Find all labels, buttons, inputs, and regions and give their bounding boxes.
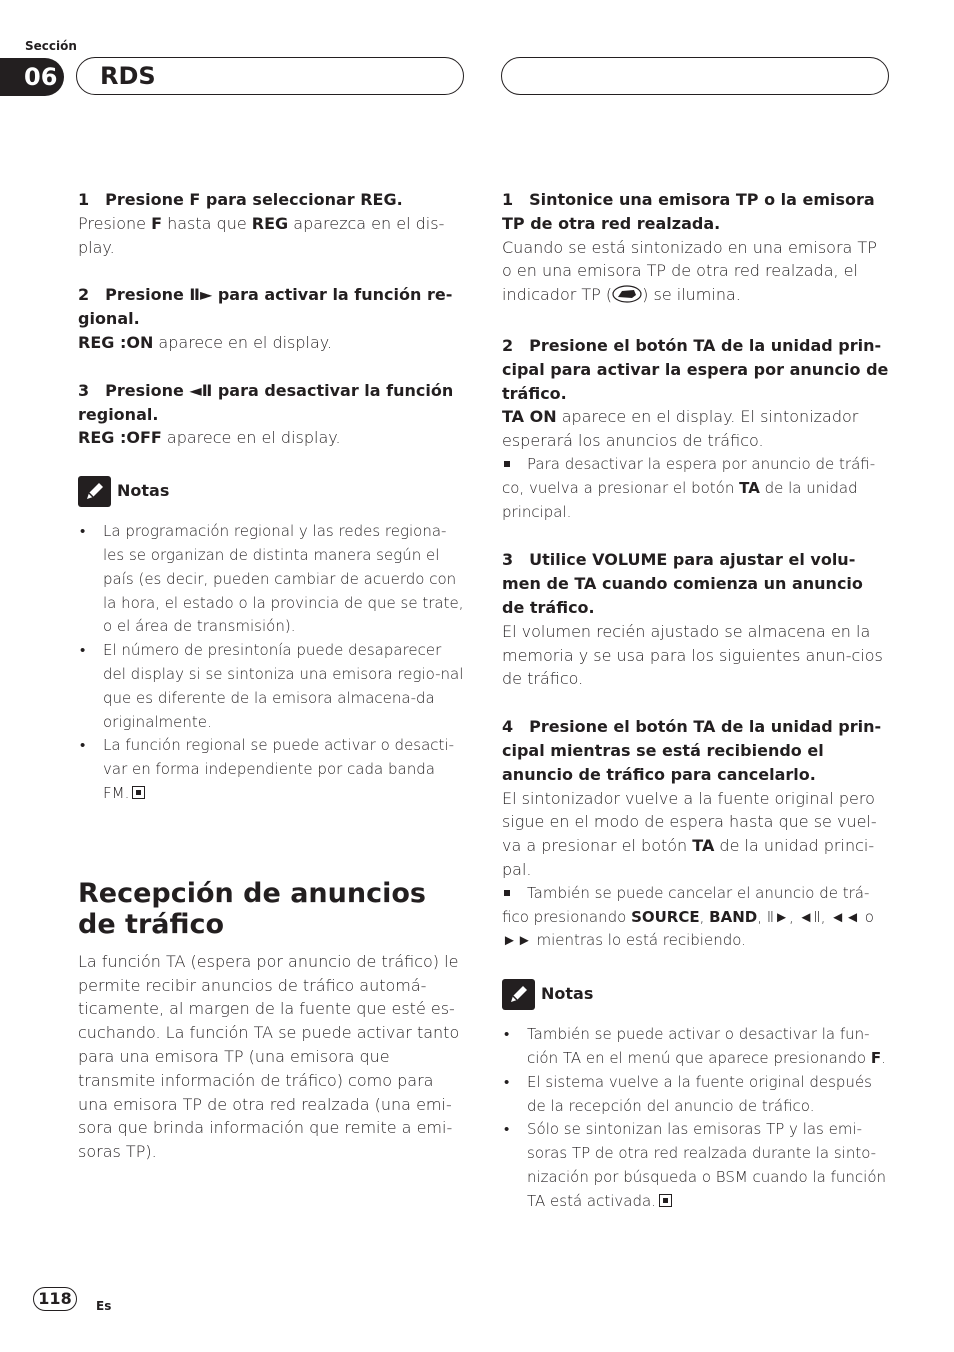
notes-label: Notas: [117, 481, 170, 501]
ta-step-2-note: Para desactivar la espera por anuncio de tráfi-co, vuelva a presionar el botón TA de la unidad principal.: [502, 454, 876, 521]
left-column: [78, 188, 466, 1164]
header-empty-frame: [501, 57, 889, 95]
square-bullet-icon: [504, 461, 510, 467]
list-item: • También se puede activar o desactivar la fun-ción TA en el menú que aparece presionando F.: [504, 1025, 886, 1067]
list-item: • La función regional se puede activar o desacti-var en forma independiente por cada banda FM.: [80, 736, 455, 802]
notes-label: Notas: [541, 984, 594, 1004]
ta-step-2-body: TA ON aparece en el display. El sintonizador esperará los anuncios de tráfico.: [502, 407, 859, 451]
notes-header: [502, 977, 890, 1011]
back-pause-symbol: ◄Ⅱ: [189, 380, 213, 400]
end-mark-icon: [132, 786, 145, 799]
list-item: • El número de presintonía puede desaparecer del display si se sintoniza una emisora regio-nal que es diferente de la emisora almacena-da originalmente.: [80, 641, 464, 731]
play-pause-symbol: Ⅱ►: [189, 285, 213, 305]
tp-indicator-icon: [612, 285, 642, 310]
notes-list: [502, 1023, 890, 1213]
language-code: Es: [96, 1299, 112, 1313]
ta-step-3-body: El volumen recién ajustado se almacena en la memoria y se usa para los siguientes anun-cios de tráfico.: [502, 621, 883, 689]
list-item: • El sistema vuelve a la fuente original después de la recepción del anuncio de tráfico.: [504, 1072, 872, 1115]
ta-step-4-heading: 4 Presione el botón TA de la unidad prin-cipal mientras se está recibiendo el anuncio de tráfico para cancelarlo.: [502, 717, 882, 784]
step-1-heading: 1 Presione F para seleccionar REG.: [78, 190, 403, 209]
list-item: • La programación regional y las redes regiona-les se organizan de distinta manera según el país (es decir, pueden cambiar de acuerdo con la hora, el estado o la provincia de que se trate, o el área de transmisión).: [80, 522, 464, 636]
step-3-heading: 3 Presione ◄Ⅱ para desactivar la función regional.: [78, 380, 454, 424]
ta-step-3-heading: 3 Utilice VOLUME para ajustar el volu-men de TA cuando comienza un anuncio de tráfico.: [502, 550, 863, 617]
square-bullet-icon: [504, 890, 510, 896]
right-column: [502, 188, 890, 1213]
ta-step-4-note: También se puede cancelar el anuncio de trá-fico presionando SOURCE, BAND, Ⅱ►, ◄Ⅱ, ◄◄ o ►► mientras lo está recibiendo.: [502, 883, 874, 950]
ta-step-1-body: Cuando se está sintonizado en una emisora TP o en una emisora TP de otra red realzada, el indicador TP ( ) se ilumina.: [502, 236, 890, 310]
notes-header: [78, 474, 466, 508]
page-number: 118: [33, 1287, 77, 1311]
section-number-badge: 06: [0, 58, 64, 96]
end-mark-icon: [659, 1194, 672, 1207]
list-item: • Sólo se sintonizan las emisoras TP y las emi-soras TP de otra red realzada durante la sinto-nización por búsqueda o BSM cuando la función TA está activada.: [504, 1120, 886, 1210]
ta-step-1-heading: 1 Sintonice una emisora TP o la emisora TP de otra red realzada.: [502, 190, 875, 233]
step-2-body: REG :ON aparece en el display.: [78, 332, 333, 352]
step-1-body: Presione F hasta que REG aparezca en el dis-play.: [78, 213, 445, 257]
ta-step-2-heading: 2 Presione el botón TA de la unidad prin-cipal para activar la espera por anuncio de tráfico.: [502, 335, 889, 403]
section-label: Sección: [25, 39, 77, 53]
step-2-heading: 2 Presione Ⅱ► para activar la función re-gional.: [78, 285, 453, 329]
pencil-icon: [78, 476, 111, 507]
page-title: RDS: [100, 62, 156, 90]
pencil-icon: [502, 979, 535, 1010]
step-3-body: REG :OFF aparece en el display.: [78, 428, 341, 448]
section-heading: Recepción de anuncios de tráfico: [78, 877, 426, 940]
section-intro: La función TA (espera por anuncio de tráfico) le permite recibir anuncios de tráfico automá-ticamente, al margen de la fuente que esté es-cuchando. La función TA se puede activar tanto para una emisora TP (una emisora que transmite información de tráfico) como para una emisora TP de otra red realzada (una emi-sora que brinda información que remite a emi-soras TP).: [78, 951, 460, 1162]
notes-list: [78, 520, 466, 806]
ta-step-4-body: El sintonizador vuelve a la fuente original pero sigue en el modo de espera hasta que se vuel-va a presionar el botón TA de la unidad princi-pal.: [502, 788, 877, 879]
